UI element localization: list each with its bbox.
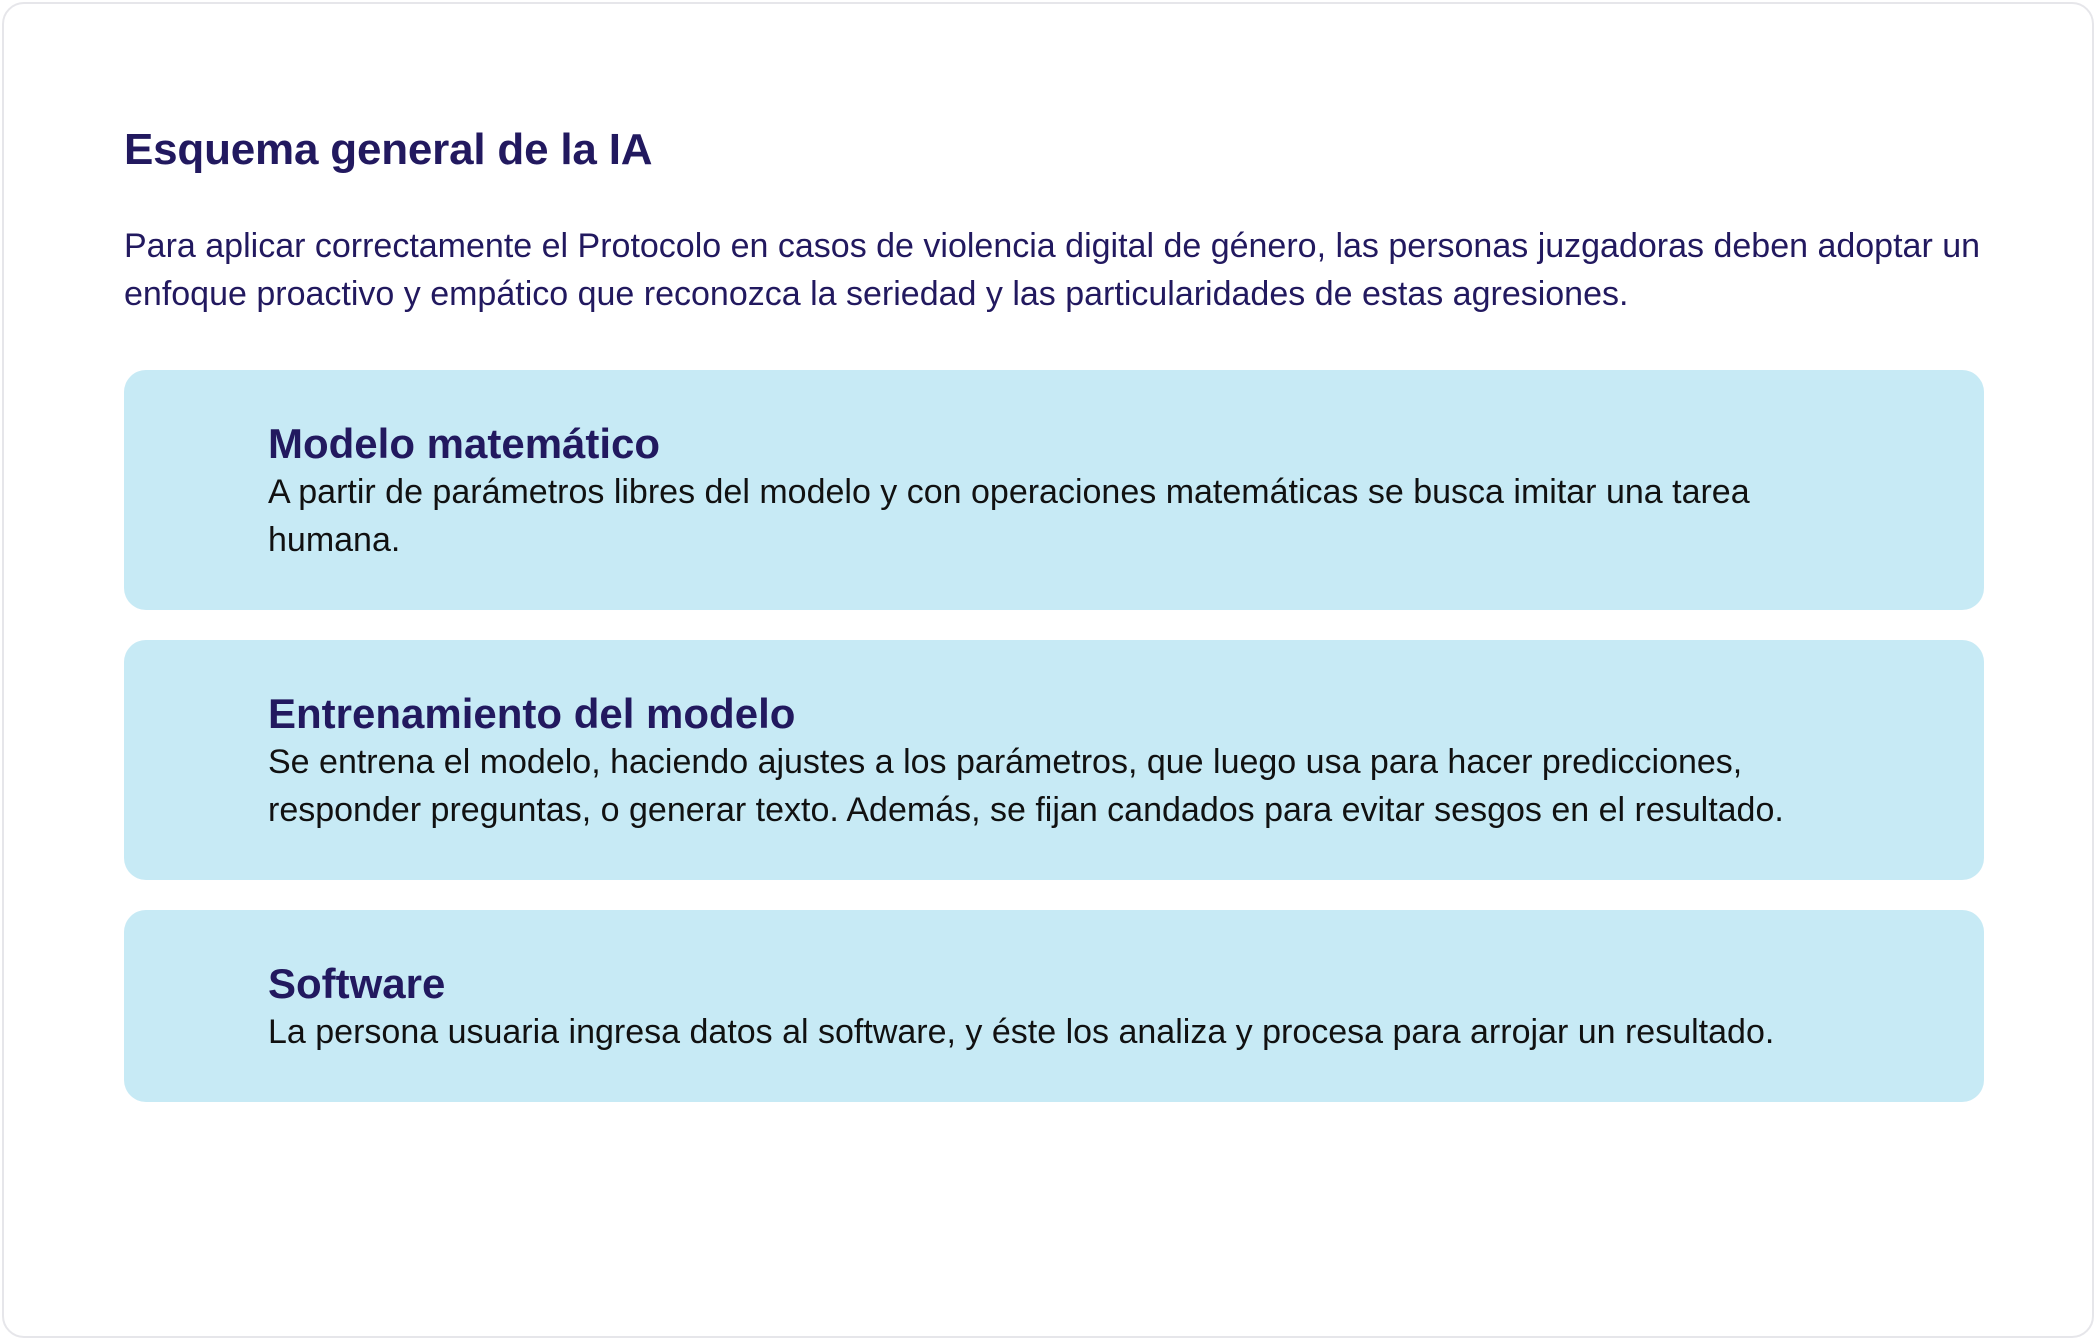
card-text: A partir de parámetros libres del modelo y con operaciones matemáticas se busca imitar una tarea humana. bbox=[268, 473, 1750, 559]
card-list bbox=[124, 370, 1984, 1102]
card-entrenamiento-del-modelo bbox=[124, 640, 1984, 880]
intro-paragraph: Para aplicar correctamente el Protocolo en casos de violencia digital de género, las personas juzgadoras deben adoptar un enfoque proactivo y empático que reconozca la seriedad y las particularidades de estas agresiones. bbox=[124, 227, 1981, 313]
page-title: Esquema general de la IA bbox=[124, 125, 653, 174]
content-area bbox=[124, 122, 1984, 1102]
card-title: Modelo matemático bbox=[268, 420, 661, 467]
page-frame bbox=[2, 2, 2094, 1338]
card-modelo-matematico bbox=[124, 370, 1984, 610]
card-title: Entrenamiento del modelo bbox=[268, 690, 796, 737]
card-text: Se entrena el modelo, haciendo ajustes a los parámetros, que luego usa para hacer predicciones, responder preguntas, o generar texto. Además, se fijan candados para evitar sesgos en el resultado. bbox=[268, 743, 1784, 829]
card-title: Software bbox=[268, 960, 446, 1007]
card-software bbox=[124, 910, 1984, 1102]
card-text: La persona usuaria ingresa datos al software, y éste los analiza y procesa para arrojar un resultado. bbox=[268, 1013, 1775, 1051]
